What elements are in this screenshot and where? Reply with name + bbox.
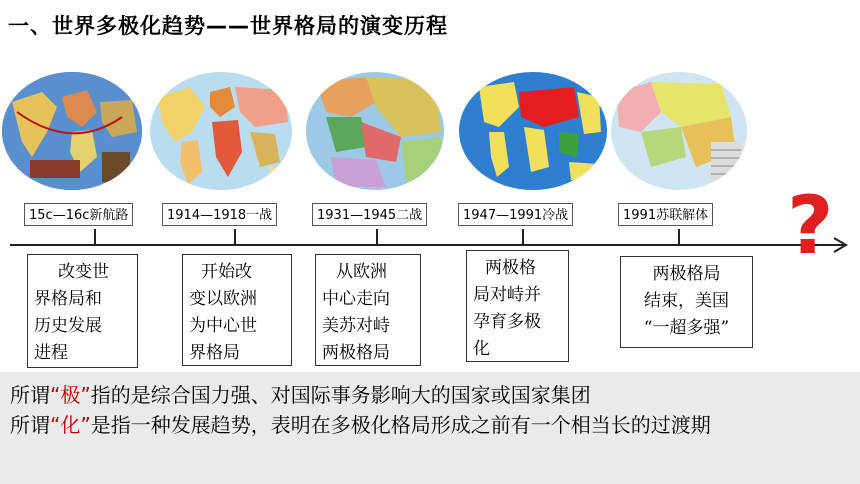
timeline-label-ussr: 1991苏联解体 [618,203,713,226]
page-title: 一、世界多极化趋势——世界格局的演变历程 [8,14,448,38]
description-box-ww1 [182,254,292,366]
box-line: 结束，美国 [644,291,729,311]
box-line: 从欧洲 [336,262,387,282]
map-ussr-icon [611,72,747,190]
box-line: 局对峙并 [473,285,541,305]
box-line: 历史发展 [34,316,102,336]
description-box-ussr [620,256,753,348]
box-line: 两极格局 [652,264,721,284]
timeline-tick [376,229,378,245]
box-line: 界格局和 [34,289,102,309]
timeline-tick [94,229,96,245]
box-line: 孕育多极 [473,312,541,332]
definition-line-ization [10,410,850,440]
definition-prefix: 所谓 [10,383,50,407]
map-cold-war-icon [459,72,607,190]
box-line: 开始改 [201,262,252,282]
definition-prefix: 所谓 [10,413,50,437]
description-box-cold-war [466,250,569,362]
timeline-tick [678,229,680,245]
timeline-axis [10,244,846,246]
box-line: 为中心世 [189,316,257,336]
map-ww2-icon [306,72,444,190]
definition-line-pole [10,380,850,410]
definition-term-pole: “极” [50,383,91,407]
map-ww1-icon [150,72,292,190]
box-line: 变以欧洲 [189,289,257,309]
timeline-label-ww1: 1914—1918一战 [162,203,277,226]
box-line: 改变世 [58,262,109,282]
definition-text: 指的是综合国力强、对国际事务影响大的国家或国家集团 [90,383,591,407]
timeline-label-cold-war: 1947—1991冷战 [458,203,573,226]
description-box-new-route [27,254,138,368]
box-line: 化 [473,339,490,359]
box-line: 进程 [34,343,68,363]
timeline-tick [234,229,236,245]
box-line: “一超多强” [643,318,730,338]
box-line: 两极格 [485,258,536,278]
box-line: 美苏对峙 [322,316,390,336]
timeline-tick [522,229,524,245]
definition-term-ization: “化” [50,413,91,437]
timeline-label-ww2: 1931—1945二战 [312,203,427,226]
definitions-panel [0,372,860,484]
box-line: 两极格局 [322,343,390,363]
description-box-ww2 [315,254,421,366]
definition-text: 是指一种发展趋势，表明在多极化格局形成之前有一个相当长的过渡期 [90,413,711,437]
timeline-arrow-icon [832,236,850,254]
box-line: 中心走向 [322,289,390,309]
box-line: 界格局 [189,343,240,363]
timeline-label-new-route: 15c—16c新航路 [24,203,133,226]
question-mark-icon: ? [787,179,834,272]
map-new-route-icon [2,72,142,190]
